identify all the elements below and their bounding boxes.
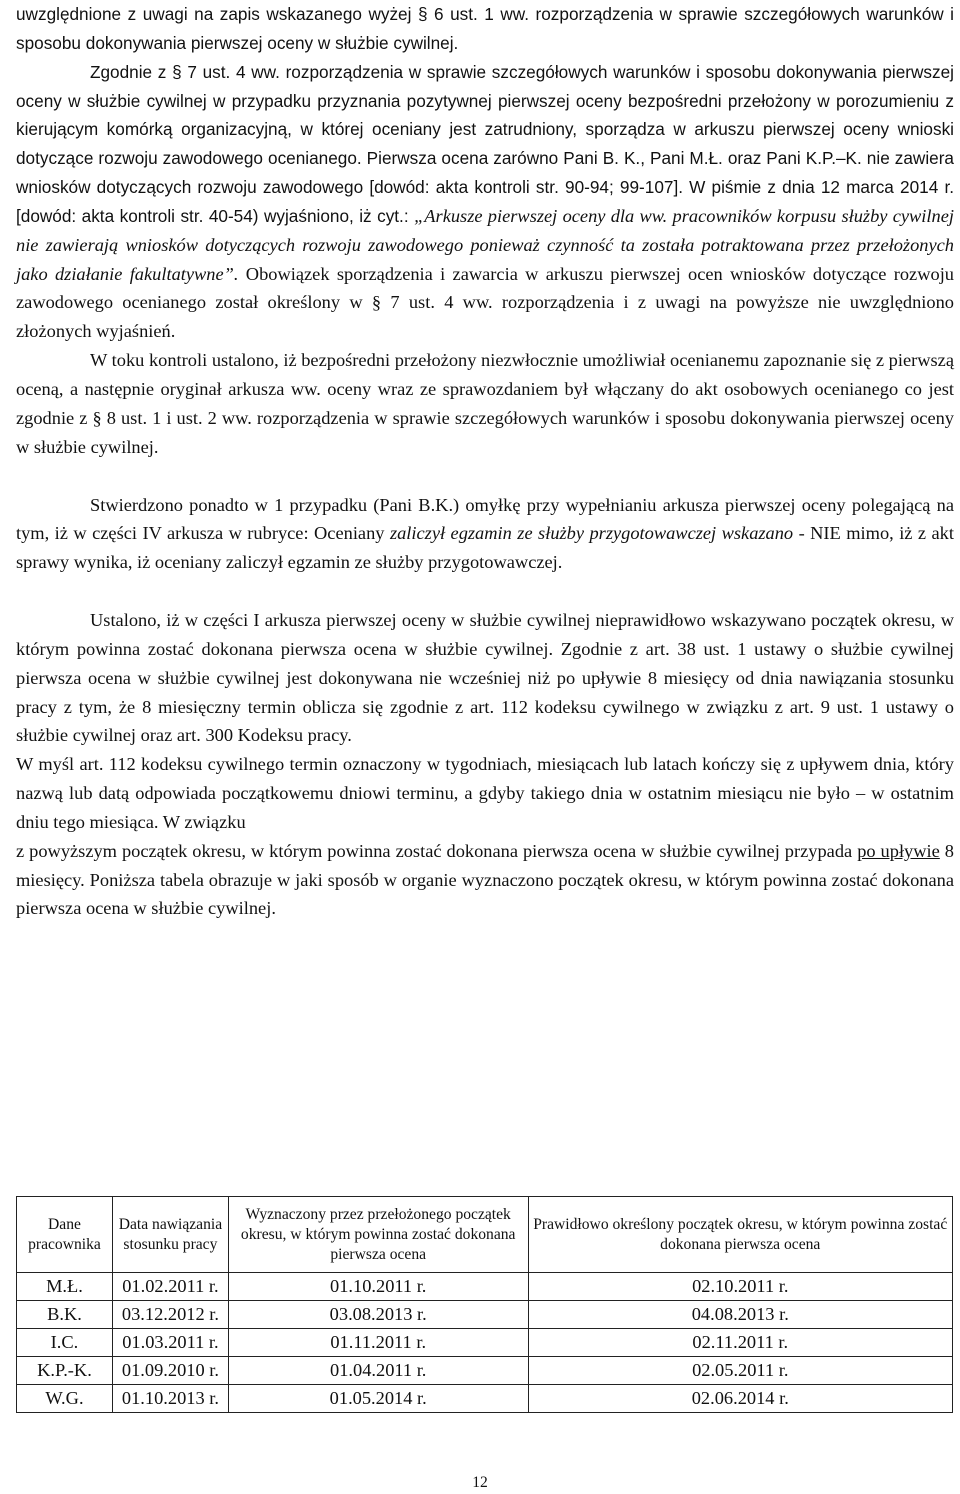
table-row — [17, 1357, 953, 1385]
table-cell: M.Ł. — [17, 1273, 113, 1301]
table-cell: 02.10.2011 r. — [528, 1273, 952, 1301]
quote-fragment: „Arkusze pierwszej oceny — [414, 205, 611, 226]
table-cell: 01.11.2011 r. — [228, 1329, 528, 1357]
paragraph-art112: W myśl art. 112 kodeksu cywilnego termin oznaczony w tygodniach, miesiącach lub latach kończy się z upływem dnia, który nazwą lub datą odpowiada początkowemu dniowi terminu, a gdyby takiego dnia w ostatnim miesiącu nie było – w ostatnim dniu tego miesiąca. W związku — [16, 754, 954, 832]
table-cell: 03.08.2013 r. — [228, 1301, 528, 1329]
table-cell: 04.08.2013 r. — [528, 1301, 952, 1329]
header-employee: Dane pracownika — [17, 1197, 113, 1273]
table-cell: 01.05.2014 r. — [228, 1385, 528, 1413]
table-row — [17, 1273, 953, 1301]
text-fragment: uwzględnione z uwagi na zapis wskazanego wyżej § 6 ust. 1 ww. rozporządzenia w sprawie szczegółowych warunków i sposobu dokonywania pierwszej oceny w służbie cywilnej. — [16, 4, 954, 53]
header-correct-period: Prawidłowo określony początek okresu, w którym powinna zostać dokonana pierwsza ocena — [528, 1197, 952, 1273]
text-fragment: 8 miesięcy. Poniższa tabela obrazuje w jaki sposób w organie wyznaczono początek okresu, w którym powinna zostać dokonana pierwsza ocena w służbie cywilnej. — [16, 840, 954, 919]
table-cell: 01.10.2011 r. — [228, 1273, 528, 1301]
table-cell: W.G. — [17, 1385, 113, 1413]
text-fragment: z powyższym początek okresu, w którym powinna zostać dokonana pierwsza ocena w służbie cywilnej przypada — [16, 840, 858, 861]
table-row — [17, 1329, 953, 1357]
header-start-date: Data nawiązania stosunku pracy — [112, 1197, 228, 1273]
table-row — [17, 1385, 953, 1413]
table-header-row — [17, 1197, 953, 1273]
paragraph-ustalono: Ustalono, iż w części I arkusza pierwszej oceny w służbie cywilnej nieprawidłowo wskazywano początek okresu, w którym powinna zostać dokonana pierwsza ocena w służbie cywilnej. Zgodnie z art. 38 ust. 1 ustawy o służbie cywilnej pierwsza ocena w służbie cywilnej jest dokonywana nie wcześniej niż po upływie 8 miesięcy od dnia nawiązania stosunku pracy z tym, że 8 miesięczny termin oblicza się zgodnie z art. 112 kodeksu cywilnego w związku z art. 9 ust. 1 ustawy o służbie cywilnej oraz art. 300 Kodeksu pracy. — [16, 610, 954, 746]
table-cell: 01.03.2011 r. — [112, 1329, 228, 1357]
paragraph-wniosek — [16, 62, 90, 82]
table-cell: I.C. — [17, 1329, 113, 1357]
table-cell: K.P.-K. — [17, 1357, 113, 1385]
text-fragment: Stwierdzono ponadto w 1 przypadku (Pani B.K.) omyłkę przy wypełnianiu arkusza pierwszej oceny polegającą na tym, iż w części IV arkusza w rubryce: Oceniany — [16, 494, 954, 544]
italic-fragment: zaliczył egzamin ze służby przygotowawczej wskazano — [389, 523, 794, 544]
quote-fragment: dla ww. pracowników korpusu służby cywilnej nie zawierają wniosków dotyczących rozwoju zawodowego ponieważ czynność ta została potraktowana przez przełożonych jako działanie fakultatywne”. — [16, 205, 954, 284]
table-cell: 02.11.2011 r. — [528, 1329, 952, 1357]
dates-table — [16, 1196, 953, 1413]
table-cell: 01.09.2010 r. — [112, 1357, 228, 1385]
table-cell: 01.04.2011 r. — [228, 1357, 528, 1385]
table-cell: 02.06.2014 r. — [528, 1385, 952, 1413]
table-cell: 03.12.2012 r. — [112, 1301, 228, 1329]
table-cell: 01.02.2011 r. — [112, 1273, 228, 1301]
table-cell: B.K. — [17, 1301, 113, 1329]
text-fragment: - NIE mimo, iż z akt sprawy wynika, iż oceniany zaliczył egzamin ze służby przygotowawczej. — [16, 523, 954, 573]
header-set-period: Wyznaczony przez przełożonego początek okresu, w którym powinna zostać dokonana pierwsza ocena — [228, 1197, 528, 1273]
paragraph-kontrola: W toku kontroli ustalono, iż bezpośredni przełożony niezwłocznie umożliwiał ocenianemu zapoznanie się z pierwszą oceną, a następnie oryginał arkusza ww. oceny wraz ze sprawozdaniem był włączany do akt osobowych ocenianego co jest zgodnie z § 8 ust. 1 i ust. 2 ww. rozporządzenia w sprawie szczegółowych warunków i sposobu dokonywania pierwszej oceny w służbie cywilnej. — [16, 350, 954, 457]
text-fragment: Obowiązek sporządzenia i zawarcia w arkuszu pierwszej ocen wniosków dotyczące rozwoju zawodowego ocenianego został określony w § 7 ust. 4 ww. rozporządzenia i z uwagi na powyższe nie uwzględniono złożonych wyjaśnień. — [16, 263, 954, 342]
paragraph-poczatek — [16, 837, 954, 924]
underlined-fragment: po upływie — [857, 840, 940, 861]
table-row — [17, 1301, 953, 1329]
page-number: 12 — [472, 1474, 488, 1491]
table-cell: 01.10.2013 r. — [112, 1385, 228, 1413]
table-cell: 02.05.2011 r. — [528, 1357, 952, 1385]
paragraph-omylka — [16, 491, 954, 578]
document-page — [16, 0, 954, 923]
text-fragment: Zgodnie z § 7 ust. 4 ww. rozporządzenia w sprawie szczegółowych warunków i sposobu dokonywania pierwszej oceny w służbie cywilnej w przypadku przyznania pozytywnej pierwszej oceny bezpośredni przełożony w porozumieniu z kierującym komórką organizacyjną, w której oceniany jest zatrudniony, sporządza w arkuszu pierwszej oceny wnioski dotyczące rozwoju zawodowego ocenianego. Pierwsza ocena zarówno Pani B. K., Pani M.Ł. oraz Pani K.P.–K. nie zawiera wniosków dotyczących rozwoju zawodowego [dowód: akta kontroli str. 90-94; 99-107]. W piśmie z dnia 12 marca 2014 r. [dowód: akta kontroli str. 40-54) wyjaśniono, iż cyt.: — [16, 61, 954, 226]
paragraph-continuation — [16, 0, 954, 346]
